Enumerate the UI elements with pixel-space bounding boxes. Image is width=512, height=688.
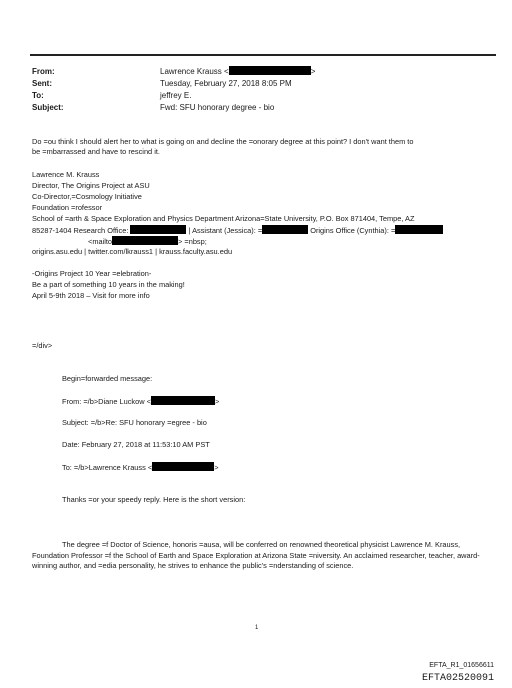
email-header bbox=[32, 66, 492, 114]
from-close: > bbox=[310, 67, 316, 76]
nbsp-text: > =nbsp; bbox=[178, 237, 207, 246]
forward-from bbox=[62, 396, 219, 408]
subject-label: Subject: bbox=[32, 103, 64, 112]
redaction-box bbox=[112, 236, 178, 245]
signature-address-2 bbox=[32, 225, 443, 237]
page-number: 1 bbox=[255, 625, 259, 631]
to-value: jeffrey E. bbox=[160, 91, 192, 100]
forward-date: Date: February 27, 2018 at 11:53:10 AM PST bbox=[62, 440, 210, 449]
from-label: From: bbox=[32, 67, 55, 76]
thanks-line: Thanks =or your speedy reply. Here is the short version: bbox=[62, 495, 246, 504]
redaction-box bbox=[229, 66, 311, 75]
research-office: 85287-1404 Research Office: bbox=[32, 226, 129, 235]
question-line-2: be =mbarrassed and have to rescind it. bbox=[32, 147, 160, 156]
bio-paragraph: The degree =f Doctor of Science, honoris =ausa, will be conferred on renowned theoretical physicist Lawrence M. Krauss, Foundation Professor =f the School of Earth and Space Exploration at Arizona State =niversity. An acclaimed researcher, teacher, award-winning author, and =edia personality, he strives to enhance the public's =nderstanding of science. bbox=[32, 540, 480, 570]
sent-label: Sent: bbox=[32, 79, 52, 88]
mailto-text: <mailto bbox=[88, 237, 113, 246]
redaction-box bbox=[262, 225, 308, 234]
forward-to-close: > bbox=[214, 463, 219, 472]
promo-line-1: -Origins Project 10 Year =elebration- bbox=[32, 269, 152, 278]
signature-mailto bbox=[88, 236, 207, 248]
signature-title-2: Co-Director,=Cosmology Initiative bbox=[32, 192, 142, 201]
subject-value: Fwd: SFU honorary degree - bio bbox=[160, 103, 275, 112]
subject-row bbox=[32, 102, 492, 114]
redaction-box bbox=[395, 225, 443, 234]
forward-begin: Begin=forwarded message: bbox=[62, 374, 153, 383]
redaction-box bbox=[152, 462, 214, 471]
forward-to bbox=[62, 462, 219, 474]
signature-title-3: Foundation =rofessor bbox=[32, 203, 103, 212]
from-row bbox=[32, 66, 492, 78]
forward-from-close: > bbox=[214, 397, 220, 406]
forward-to-text: To: =/b>Lawrence Krauss < bbox=[62, 463, 153, 472]
signature-links: origins.asu.edu | twitter.com/lkrauss1 | krauss.faculty.asu.edu bbox=[32, 247, 233, 256]
assistant: | Assistant (Jessica): = bbox=[188, 226, 263, 235]
bates-number-1: EFTA_R1_01656611 bbox=[429, 662, 494, 669]
origins-office: Origins Office (Cynthia): = bbox=[310, 226, 396, 235]
promo-line-2: Be a part of something 10 years in the making! bbox=[32, 280, 185, 289]
header-rule bbox=[30, 54, 496, 56]
bates-number-2: EFTA02520091 bbox=[421, 673, 494, 684]
to-label: To: bbox=[32, 91, 44, 100]
sent-row bbox=[32, 78, 492, 90]
div-close: =/div> bbox=[32, 341, 53, 350]
redaction-box bbox=[130, 225, 186, 234]
promo-line-3: April 5-9th 2018 – Visit for more info bbox=[32, 291, 150, 300]
signature-address-1: School of =arth & Space Exploration and Physics Department Arizona=State University, P.O. Box 871404, Tempe, AZ bbox=[32, 214, 415, 223]
forward-subject: Subject: =/b>Re: SFU honorary =egree - bio bbox=[62, 418, 207, 427]
signature-name: Lawrence M. Krauss bbox=[32, 170, 100, 179]
sent-value: Tuesday, February 27, 2018 8:05 PM bbox=[160, 79, 292, 88]
forward-from-text: From: =/b>Diane Luckow < bbox=[62, 397, 151, 406]
from-value: Lawrence Krauss < bbox=[160, 67, 229, 76]
to-row bbox=[32, 90, 492, 102]
redaction-box bbox=[151, 396, 215, 405]
signature-title-1: Director, The Origins Project at ASU bbox=[32, 181, 150, 190]
question-line-1: Do =ou think I should alert her to what is going on and decline the =onorary degree at this point? I don't want them to bbox=[32, 137, 414, 146]
